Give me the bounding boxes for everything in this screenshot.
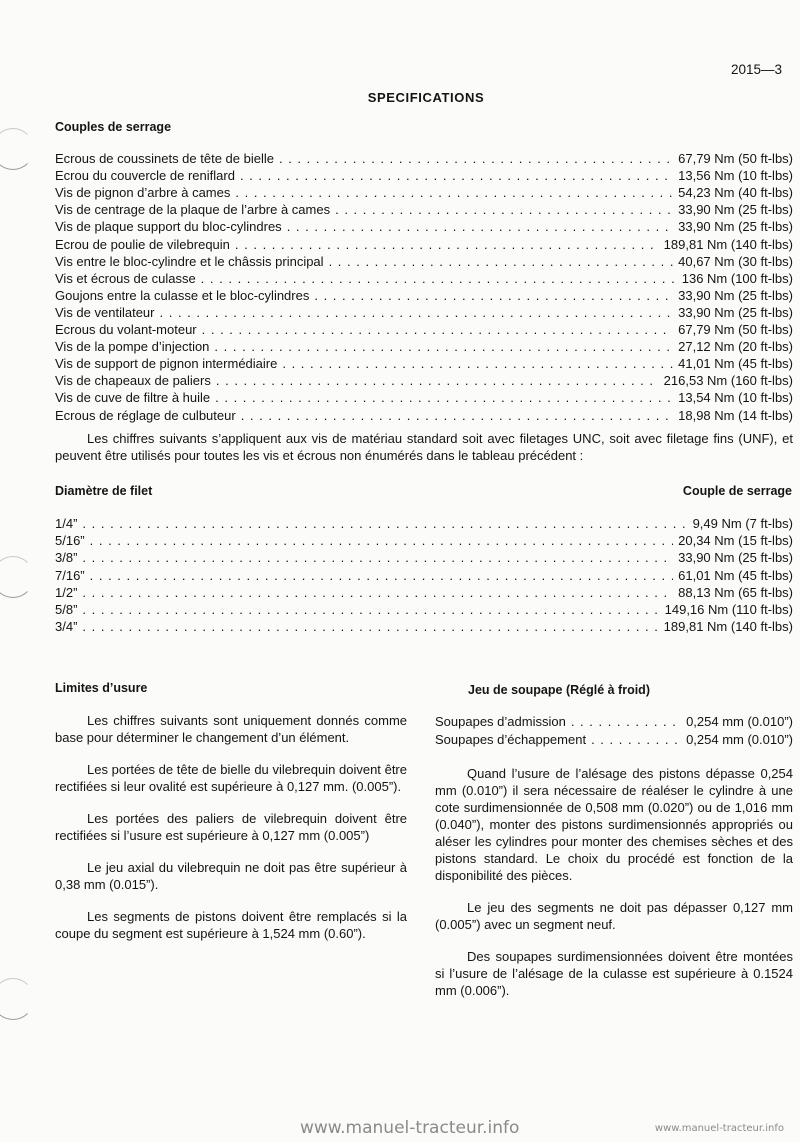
torque-row [55, 389, 793, 406]
torque-row [55, 201, 793, 218]
wear-paragraph: Les portées de tête de bielle du vilebrequin doivent être rectifiées si leur ovalité est supérieure à 0,127 mm. (0.005”). [55, 762, 407, 794]
thread-value: 61,01 Nm (45 ft-lbs) [678, 567, 793, 583]
valve-row [435, 713, 793, 730]
wear-column [55, 712, 407, 942]
torque-label: Goujons entre la culasse et le bloc-cylindres [55, 287, 310, 303]
dot-leader [329, 253, 674, 270]
torque-row [55, 355, 793, 372]
valve-paragraph: Quand l’usure de l’alésage des pistons dépasse 0,254 mm (0.010”) il sera nécessaire de réaléser le cylindre à une cote surdimensionnée de 0,508 mm (0.020”) ou de 1,016 mm (0.040”), monter des pistons surdimensionnés appropriés ou aléser les cylindres pour monter des chemises sèches et des pistons standard. Le choix du procédé est fonction de la disponibilité des pièces. [435, 766, 793, 883]
thread-col-right-header: Couple de serrage [682, 484, 792, 498]
valve-paragraph: Le jeu des segments ne doit pas dépasser 0,127 mm (0.005”) avec un segment neuf. [435, 900, 793, 932]
punch-hole-bottom [0, 978, 34, 1020]
torque-row [55, 253, 793, 270]
dot-leader [214, 338, 673, 355]
dot-leader [82, 601, 659, 618]
thread-row [55, 567, 793, 584]
thread-value: 88,13 Nm (65 ft-lbs) [678, 584, 793, 600]
torque-row [55, 287, 793, 304]
torque-row [55, 270, 793, 287]
torque-row [55, 338, 793, 355]
dot-leader [90, 567, 673, 584]
wear-paragraph: Les portées des paliers de vilebrequin doivent être rectifiées si l’usure est supérieure à 0,127 mm (0.005”) [55, 811, 407, 843]
torque-row [55, 218, 793, 235]
dot-leader [90, 532, 673, 549]
torque-heading: Couples de serrage [55, 120, 172, 134]
torque-label: Ecrous du volant-moteur [55, 322, 197, 337]
torque-label: Vis de support de pignon intermédiaire [55, 356, 278, 372]
torque-value: 33,90 Nm (25 ft-lbs) [678, 304, 793, 320]
torque-value: 216,53 Nm (160 ft-lbs) [663, 373, 793, 389]
thread-label: 1/4” [55, 516, 78, 531]
thread-value: 9,49 Nm (7 ft-lbs) [692, 516, 793, 531]
torque-label: Vis et écrous de culasse [55, 270, 196, 286]
watermark-left: www.manuel-tracteur.info [300, 1118, 520, 1138]
watermark-right: www.manuel-tracteur.info [654, 1123, 784, 1134]
thread-label: 3/8” [55, 550, 78, 566]
torque-value: 27,12 Nm (20 ft-lbs) [678, 339, 793, 355]
torque-row [55, 407, 793, 424]
torque-value: 13,56 Nm (10 ft-lbs) [678, 168, 793, 184]
dot-leader [160, 304, 674, 321]
valve-paragraph: Des soupapes surdimensionnées doivent être montées si l’usure de l’alésage de la culasse est supérieure à 0.1524 mm (0.006”). [435, 949, 793, 998]
thread-label: 3/4” [55, 619, 78, 635]
torque-row [55, 372, 793, 389]
thread-row [55, 618, 793, 635]
dot-leader [241, 407, 673, 424]
dot-leader [235, 184, 673, 201]
thread-value: 149,16 Nm (110 ft-lbs) [664, 602, 793, 617]
punch-hole-top [0, 128, 34, 170]
dot-leader [82, 618, 658, 635]
torque-label: Vis entre le bloc-cylindre et le châssis principal [55, 253, 324, 269]
thread-value: 189,81 Nm (140 ft-lbs) [663, 619, 793, 635]
torque-label: Ecrou du couvercle de reniflard [55, 168, 235, 184]
torque-row [55, 150, 793, 167]
valve-row [435, 731, 793, 748]
valve-value: 0,254 mm (0.010”) [686, 714, 793, 729]
thread-col-left-header: Diamètre de filet [55, 484, 153, 498]
dot-leader [287, 218, 673, 235]
torque-label: Ecrous de réglage de culbuteur [55, 407, 236, 423]
punch-hole-middle [0, 556, 34, 598]
dot-leader [201, 270, 677, 287]
thread-row [55, 601, 793, 618]
torque-value: 18,98 Nm (14 ft-lbs) [678, 407, 793, 423]
torque-label: Vis de la pompe d’injection [55, 339, 210, 355]
wear-paragraph: Le jeu axial du vilebrequin ne doit pas être supérieur à 0,38 mm (0.015”). [55, 860, 407, 892]
torque-value: 67,79 Nm (50 ft-lbs) [678, 151, 793, 166]
wear-paragraph: Les chiffres suivants sont uniquement donnés comme base pour déterminer le changement d’un élément. [55, 713, 407, 745]
torque-row [55, 167, 793, 184]
thread-row [55, 515, 793, 532]
torque-label: Vis de plaque support du bloc-cylindres [55, 219, 282, 235]
wear-heading: Limites d’usure [55, 681, 148, 695]
thread-label: 5/16” [55, 533, 85, 549]
torque-label: Vis de cuve de filtre à huile [55, 390, 211, 406]
page-title: SPECIFICATIONS [367, 90, 485, 105]
dot-leader [282, 355, 673, 372]
torque-value: 67,79 Nm (50 ft-lbs) [678, 322, 793, 337]
dot-leader [279, 150, 673, 167]
dot-leader [235, 236, 659, 253]
torque-label: Vis de centrage de la plaque de l’arbre à cames [55, 202, 331, 218]
dot-leader [335, 201, 673, 218]
torque-label: Vis de chapeaux de paliers [55, 373, 211, 389]
dot-leader [591, 731, 681, 748]
valve-column [435, 765, 793, 999]
torque-value: 33,90 Nm (25 ft-lbs) [678, 202, 793, 218]
dot-leader [216, 372, 659, 389]
dot-leader [82, 549, 673, 566]
page-number: 2015—3 [730, 62, 782, 77]
thread-row [55, 549, 793, 566]
torque-row [55, 236, 793, 253]
torque-label: Ecrous de coussinets de tête de bielle [55, 151, 274, 166]
torque-value: 136 Nm (100 ft-lbs) [681, 270, 793, 286]
torque-value: 33,90 Nm (25 ft-lbs) [678, 219, 793, 235]
thread-label: 7/16” [55, 567, 85, 583]
valve-value: 0,254 mm (0.010”) [686, 732, 793, 747]
torque-value: 54,23 Nm (40 ft-lbs) [678, 185, 793, 201]
valve-label: Soupapes d’échappement [435, 732, 587, 747]
thread-row [55, 584, 793, 601]
torque-value: 40,67 Nm (30 ft-lbs) [678, 253, 793, 269]
dot-leader [240, 167, 673, 184]
torque-label: Vis de ventilateur [55, 304, 155, 320]
valve-label: Soupapes d’admission [435, 714, 566, 729]
torque-value: 33,90 Nm (25 ft-lbs) [678, 287, 793, 303]
torque-value: 41,01 Nm (45 ft-lbs) [678, 356, 793, 372]
thread-value: 20,34 Nm (15 ft-lbs) [678, 533, 793, 549]
torque-row [55, 184, 793, 201]
thread-value: 33,90 Nm (25 ft-lbs) [678, 550, 793, 566]
dot-leader [215, 389, 673, 406]
thread-row [55, 532, 793, 549]
torque-row [55, 304, 793, 321]
torque-value: 13,54 Nm (10 ft-lbs) [678, 390, 793, 406]
dot-leader [314, 287, 673, 304]
thread-label: 5/8” [55, 602, 78, 617]
torque-row [55, 321, 793, 338]
dot-leader [82, 515, 687, 532]
thread-intro: Les chiffres suivants s’appliquent aux vis de matériau standard soit avec filetages UNC, soit avec filetage fins (UNF), et peuvent être utilisés pour toutes les vis et écrous non énumérés dans le tableau précédent : [55, 431, 793, 463]
dot-leader [82, 584, 673, 601]
dot-leader [202, 321, 674, 338]
torque-value: 189,81 Nm (140 ft-lbs) [663, 236, 793, 252]
valve-heading: Jeu de soupape (Réglé à froid) [468, 683, 650, 697]
torque-label: Vis de pignon d’arbre à cames [55, 185, 231, 201]
thread-label: 1/2” [55, 584, 78, 600]
dot-leader [571, 713, 681, 730]
torque-label: Ecrou de poulie de vilebrequin [55, 236, 230, 252]
wear-paragraph: Les segments de pistons doivent être remplacés si la coupe du segment est supérieure à 1,524 mm (0.60”). [55, 909, 407, 941]
